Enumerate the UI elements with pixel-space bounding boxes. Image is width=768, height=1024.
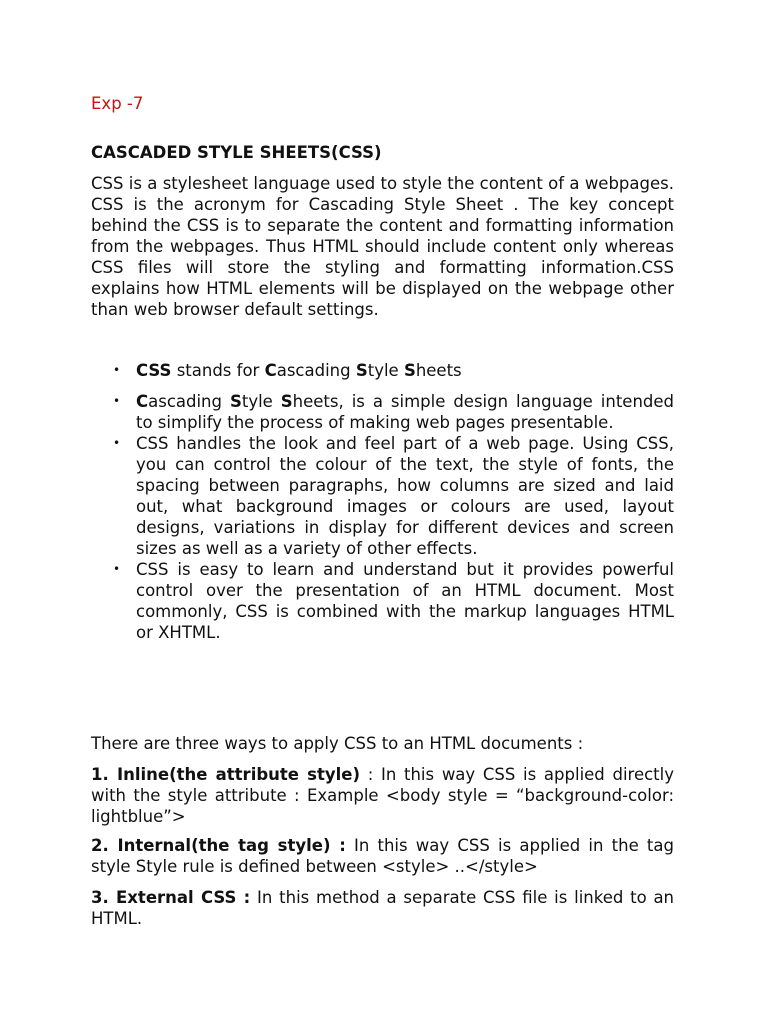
- ways-intro: There are three ways to apply CSS to an HTML documents :: [91, 734, 584, 753]
- bullet-dot-icon: •: [113, 394, 121, 408]
- bullet-dot-icon: •: [113, 436, 121, 450]
- way-internal: [91, 835, 674, 877]
- text: heets, is a simple design language intended to simplify the process of making web pages presentable.: [136, 392, 675, 432]
- bold-text: S: [280, 392, 293, 411]
- text: stands for: [171, 361, 265, 380]
- text: tyle: [241, 392, 281, 411]
- list-item: [91, 391, 674, 433]
- way-text: In this method a separate CSS file is linked to an HTML.: [91, 888, 675, 928]
- bullet-dot-icon: •: [113, 562, 121, 576]
- way-label: 2. Internal(the tag style) :: [91, 836, 346, 855]
- text: heets: [415, 361, 462, 380]
- bold-text: S: [229, 392, 242, 411]
- intro-paragraph: CSS is a stylesheet language used to style the content of a webpages. CSS is the acronym for Cascading Style Sheet . The key concept behind the CSS is to separate the content and formatting information from the webpages. Thus HTML should include content only whereas CSS files will store the styling and formatting information.CSS explains how HTML elements will be displayed on the webpage other than web browser default settings.: [91, 174, 674, 319]
- text: ascading: [148, 392, 230, 411]
- way-label: 3. External CSS :: [91, 888, 251, 907]
- list-item: [91, 360, 674, 381]
- document-title: CASCADED STYLE SHEETS(CSS): [91, 143, 382, 162]
- bold-text: CSS: [136, 361, 172, 380]
- text: ascading: [276, 361, 356, 380]
- way-inline: [91, 764, 674, 827]
- bold-text: S: [403, 361, 416, 380]
- way-label: 1. Inline(the attribute style): [91, 765, 361, 784]
- css-bullet-list: [91, 360, 674, 643]
- way-text: : In this way CSS is applied directly with the style attribute : Example <body style = “background-color: lightblue”>: [91, 765, 674, 826]
- text: CSS is easy to learn and understand but it provides powerful control over the presentation of an HTML document. Most commonly, CSS is combined with the markup languages HTML or XHTML.: [136, 560, 674, 642]
- way-external: [91, 887, 674, 929]
- bold-text: S: [355, 361, 368, 380]
- text: tyle: [367, 361, 404, 380]
- bullet-dot-icon: •: [113, 363, 121, 377]
- list-item: [91, 559, 674, 643]
- list-item: [91, 433, 674, 559]
- text: CSS handles the look and feel part of a web page. Using CSS, you can control the colour of the text, the style of fonts, the spacing between paragraphs, how columns are sized and laid out, what background images or colours are used, layout designs, variations in display for different devices and screen sizes as well as a variety of other effects.: [136, 434, 674, 558]
- bold-text: C: [264, 361, 277, 380]
- experiment-label: Exp -7: [91, 94, 144, 113]
- way-text: In this way CSS is applied in the tag style Style rule is defined between <style> ..</style>: [91, 836, 674, 876]
- bold-text: C: [136, 392, 149, 411]
